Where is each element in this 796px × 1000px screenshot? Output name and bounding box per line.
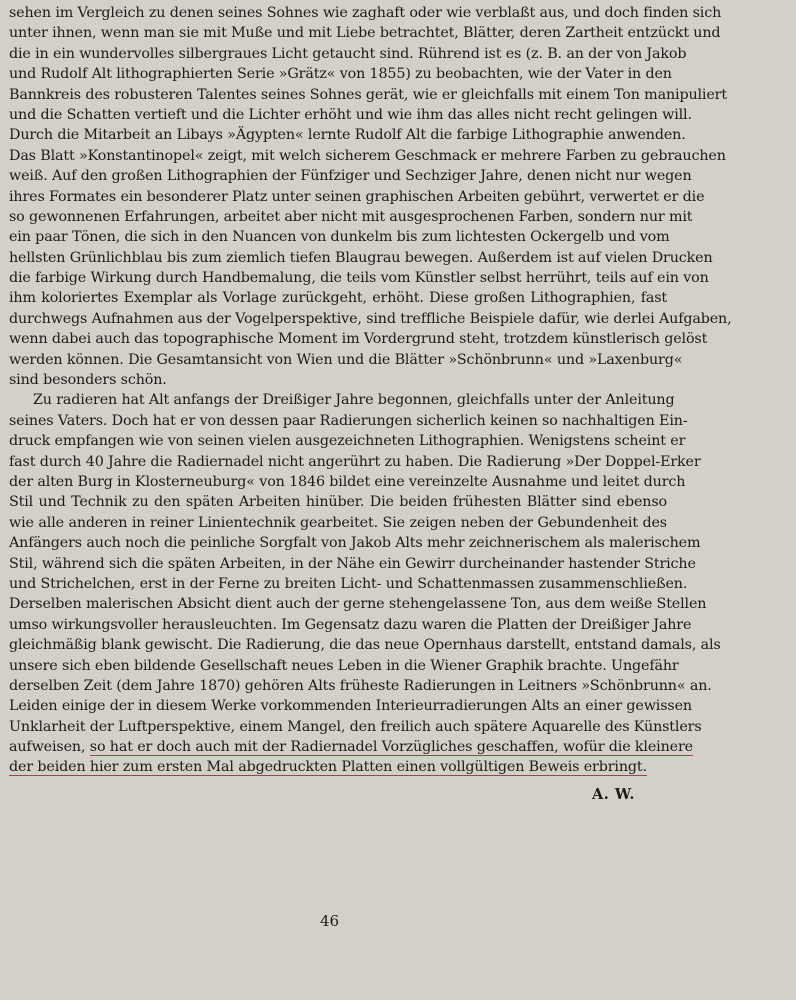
text-line: werden können. Die Gesamtansicht von Wien und die Blätter »Schönbrunn« und »Laxenburg« [9,351,683,368]
text-line: die farbige Wirkung durch Handbemalung, die teils vom Künstler selbst herrührt, teils auf ein von [9,270,709,287]
text-line: ihres Formates ein besonderer Platz unter seinen graphischen Arbeiten gebührt, verwertet er die [9,188,705,205]
text-line: wenn dabei auch das topographische Moment im Vordergrund steht, trotzdem künstlerisch gelöst [9,331,708,348]
underlined-final-line [9,757,667,777]
text-line: fast durch 40 Jahre die Radiernadel nicht angerührt zu haben. Die Radierung »Der Doppel-Erker [9,453,701,470]
text-line: Anfängers auch noch die peinliche Sorgfalt von Jakob Alts mehr zeichnerischem als malerischem [9,535,701,552]
text-line: weiß. Auf den großen Lithographien der Fünfziger und Sechziger Jahre, denen nicht nur wegen [9,168,692,185]
text-line: Derselben malerischen Absicht dient auch der gerne stehengelassene Ton, aus dem weiße Stellen [9,596,707,613]
author-signature: A. W. [592,786,635,803]
text-line: Stil, während sich die späten Arbeiten, in der Nähe ein Gewirr durcheinander hastender Striche [9,555,696,572]
text-line: so gewonnenen Erfahrungen, arbeitet aber nicht mit ausgesprochenen Farben, sondern nur mit [9,208,693,225]
underlined-text: so hat er doch auch mit der Radiernadel Vorzügliches geschaffen, wofür die kleinere [89,739,693,756]
text-line: Das Blatt »Konstantinopel« zeigt, mit welch sicherem Geschmack er mehrere Farben zu gebrauchen [9,147,726,164]
paragraph-2 [9,390,721,737]
text-line: Durch die Mitarbeit an Libays »Ägypten« lernte Rudolf Alt die farbige Lithographie anwenden. [9,127,686,144]
text-line: Unklarheit der Luftperspektive, einem Mangel, den freilich auch spätere Aquarelle des Künstlers [9,718,702,735]
text-line: Bannkreis des robusteren Talentes seines Sohnes gerät, wie er gleichfalls mit einem Ton manipuliert [9,86,727,103]
text-line: gleichmäßig blank gewischt. Die Radierung, die das neue Opernhaus darstellt, entstand damals, als [9,637,721,654]
text-line: unter ihnen, wenn man sie mit Muße und mit Liebe betrachtet, Blätter, deren Zartheit entzückt und [9,25,721,42]
text-line: ein paar Tönen, die sich in den Nuancen von dunkelm bis zum lichtesten Ockergelb und vom [9,229,670,246]
page-number: 46 [320,912,340,930]
text-line: und Strichelchen, erst in der Ferne zu breiten Licht- und Schattenmassen zusammenschließen. [9,575,688,592]
text-line: umso wirkungsvoller herausleuchten. Im Gegensatz dazu waren die Platten der Dreißiger Jahre [9,616,692,633]
text-line: sehen im Vergleich zu denen seines Sohnes wie zaghaft oder wie verblaßt aus, und doch finden sich [9,5,722,21]
text-line: der alten Burg in Klosterneuburg« von 1846 bildet eine vereinzelte Ausnahme und leitet durch [9,473,686,490]
text-line: Leiden einige der in diesem Werke vorkommenden Interieurradierungen Alts an einer gewissen [9,698,692,715]
text-line: die in ein wundervolles silbergraues Licht getaucht sind. Rührend ist es (z. B. an der von Jakob [9,45,687,62]
text-line: unsere sich eben bildende Gesellschaft neues Leben in die Wiener Graphik brachte. Ungefähr [9,657,679,674]
text-line: Stil und Technik zu den späten Arbeiten hinüber. Die beiden frühesten Blätter sind ebenso [9,494,667,511]
text-line: wie alle anderen in reiner Linientechnik gearbeitet. Sie zeigen neben der Gebundenheit des [9,514,667,531]
text-line: sind besonders schön. [9,372,167,389]
text-line: hellsten Grünlichblau bis zum ziemlich tiefen Blaugrau bewegen. Außerdem ist auf vielen Drucken [9,249,713,266]
underlined-line [9,737,693,757]
text-line: und die Schatten vertieft und die Lichter erhöht und wie ihm das alles nicht recht gelingen will. [9,106,692,123]
paragraph-1 [9,3,732,390]
text-line-prefix: aufweisen, [9,739,86,756]
text-line: und Rudolf Alt lithographierten Serie »Grätz« von 1855) zu beobachten, wie der Vater in den [9,66,672,83]
underlined-text-final: der beiden hier zum ersten Mal abgedruckten Platten einen vollgültigen Beweis erbringt. [9,759,647,776]
text-line: derselben Zeit (dem Jahre 1870) gehören Alts früheste Radierungen in Leitners »Schönbrunn« an. [9,677,712,694]
text-line: ihm koloriertes Exemplar als Vorlage zurückgeht, erhöht. Diese großen Lithographien, fast [9,290,667,307]
text-line: durchwegs Aufnahmen aus der Vogelperspektive, sind treffliche Beispiele dafür, wie derlei Aufgaben, [9,310,732,327]
text-line: druck empfangen wie von seinen vielen ausgezeichneten Lithographien. Wenigstens scheint er [9,433,686,450]
article-body [9,3,732,778]
text-line: seines Vaters. Doch hat er von dessen paar Radierungen sicherlich keinen so nachhaltigen Ein- [9,412,688,429]
text-line: Zu radieren hat Alt anfangs der Dreißiger Jahre begonnen, gleichfalls unter der Anleitung [33,392,675,409]
